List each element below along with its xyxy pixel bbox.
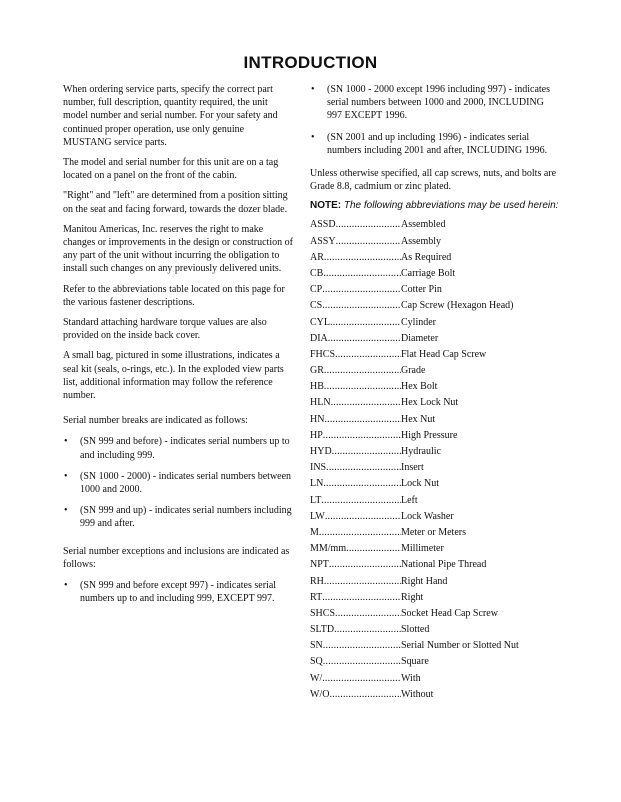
- abbreviation-row: [310, 623, 560, 639]
- abbreviation-key: [310, 413, 401, 426]
- dot-leader: [322, 591, 401, 604]
- abbreviation-code: M: [310, 526, 319, 538]
- abbreviation-row: [310, 283, 560, 299]
- dot-leader: [322, 299, 401, 312]
- abbreviation-description: Cylinder: [401, 316, 436, 328]
- abbreviation-code: INS: [310, 462, 327, 474]
- abbreviation-key: [310, 558, 401, 571]
- abbreviation-description: Hydraulic: [401, 446, 441, 458]
- dot-leader: [335, 348, 401, 361]
- abbreviation-description: Grade: [401, 365, 426, 377]
- abbreviation-code: HP: [310, 429, 323, 441]
- abbreviation-row: [310, 299, 560, 315]
- abbreviation-description: Serial Number or Slotted Nut: [401, 640, 519, 652]
- list-item: • (SN 999 and before) - indicates serial numbers up to and including 999.: [63, 435, 295, 461]
- abbreviation-key: [310, 218, 401, 231]
- abbreviation-description: Hex Lock Nut: [401, 397, 459, 409]
- abbreviation-description: Carriage Bolt: [401, 267, 456, 279]
- note-label: NOTE:: [310, 200, 342, 212]
- abbreviation-code: GR: [310, 365, 324, 377]
- abbreviations-table: [310, 218, 560, 704]
- abbreviation-description: Flat Head Cap Screw: [401, 348, 487, 360]
- abbreviation-key: [310, 607, 401, 620]
- abbreviation-key: [310, 235, 401, 248]
- dot-leader: [328, 332, 401, 345]
- dot-leader: [322, 283, 401, 296]
- abbreviation-code: W/O: [310, 688, 330, 700]
- abbreviation-description: Lock Washer: [401, 510, 454, 522]
- abbreviation-description: Insert: [401, 462, 424, 474]
- abbreviation-description: National Pipe Thread: [401, 559, 487, 571]
- abbreviation-row: [310, 251, 560, 267]
- exceptions-list-left: [63, 579, 295, 605]
- abbreviation-description: Hex Bolt: [401, 381, 438, 393]
- abbreviation-description: Diameter: [401, 332, 439, 344]
- abbreviation-row: [310, 235, 560, 251]
- note-text: The following abbreviations may be used herein:: [343, 200, 559, 212]
- abbreviation-key: [310, 461, 401, 474]
- abbreviation-row: [310, 575, 560, 591]
- abbreviation-code: LW: [310, 510, 325, 522]
- abbreviation-row: [310, 558, 560, 574]
- abbreviation-code: LT: [310, 494, 322, 506]
- abbreviation-description: Without: [401, 688, 434, 700]
- dot-leader: [336, 218, 401, 231]
- abbreviation-code: W/: [310, 672, 323, 684]
- dot-leader: [322, 672, 401, 685]
- dot-leader: [321, 494, 401, 507]
- abbreviation-description: Millimeter: [401, 543, 444, 555]
- rights-paragraph: Manitou Americas, Inc. reserves the right to make changes or improvements in the design or construction of any part of the unit without incurring the obligation to install such changes on any previously delivered units.: [63, 223, 293, 275]
- exceptions-intro: Serial number exceptions and inclusions are indicated as follows:: [63, 545, 290, 570]
- seal-kit-paragraph: A small bag, pictured in some illustrations, indicates a seal kit (seals, o-rings, etc.). In the exploded view parts list, additional information may follow the reference number.: [63, 350, 284, 402]
- abbreviation-row: [310, 267, 560, 283]
- serial-tag-paragraph: The model and serial number for this unit are on a tag located on a panel on the front of the cabin.: [63, 157, 279, 182]
- abbreviation-row: [310, 348, 560, 364]
- dot-leader: [346, 542, 401, 555]
- dot-leader: [329, 558, 401, 571]
- exceptions-list-right: [310, 83, 560, 157]
- dot-leader: [330, 316, 401, 329]
- dot-leader: [324, 364, 401, 377]
- abbreviation-key: [310, 380, 401, 393]
- abbreviation-key: [310, 477, 401, 490]
- abbreviation-row: [310, 413, 560, 429]
- abbreviation-description: Assembly: [401, 235, 441, 247]
- abbreviation-key: [310, 316, 401, 329]
- abbreviation-row: [310, 494, 560, 510]
- abbreviation-description: Hex Nut: [401, 413, 436, 425]
- dot-leader: [323, 639, 401, 652]
- abbreviation-description: Square: [401, 656, 429, 668]
- dot-leader: [332, 445, 401, 458]
- abbreviation-row: [310, 591, 560, 607]
- abbreviation-code: CS: [310, 300, 323, 312]
- abbreviation-code: RH: [310, 575, 324, 587]
- list-item: • (SN 1000 - 2000 except 1996 including 997) - indicates serial numbers between 1000 and 2000, INCLUDING 997 EXCEPT 1996.: [310, 83, 560, 123]
- abbreviation-key: [310, 526, 401, 539]
- abbreviation-code: CP: [310, 284, 323, 296]
- orientation-paragraph: "Right" and "left" are determined from a position sitting on the seat and facing forward, towards the dozer blade.: [63, 190, 288, 215]
- right-column: [310, 83, 560, 704]
- dot-leader: [335, 607, 401, 620]
- abbreviation-code: ASSY: [310, 235, 336, 247]
- dot-leader: [329, 688, 401, 701]
- abbreviation-key: [310, 542, 401, 555]
- abbreviation-row: [310, 607, 560, 623]
- dot-leader: [324, 413, 401, 426]
- abbreviation-code: AR: [310, 251, 324, 263]
- serial-breaks-intro: Serial number breaks are indicated as follows:: [63, 415, 248, 427]
- dot-leader: [323, 655, 401, 668]
- dot-leader: [319, 526, 401, 539]
- dot-leader: [323, 429, 401, 442]
- abbreviation-description: Cotter Pin: [401, 284, 442, 296]
- abbreviation-key: [310, 688, 401, 701]
- abbreviation-key: [310, 623, 401, 636]
- abbreviation-row: [310, 429, 560, 445]
- abbreviation-code: MM/mm: [310, 543, 347, 555]
- serial-breaks-list: [63, 435, 295, 530]
- abbreviation-key: [310, 494, 401, 507]
- abbreviation-row: [310, 316, 560, 332]
- abbreviation-description: Meter or Meters: [401, 526, 466, 538]
- dot-leader: [326, 461, 401, 474]
- abbreviation-row: [310, 672, 560, 688]
- dot-leader: [323, 477, 401, 490]
- abbreviation-description: Left: [401, 494, 418, 506]
- abbreviation-code: HN: [310, 413, 325, 425]
- abbreviation-key: [310, 639, 401, 652]
- abbreviation-row: [310, 332, 560, 348]
- left-column: [63, 83, 295, 614]
- list-item: • (SN 999 and up) - indicates serial numbers including 999 and after.: [63, 504, 295, 530]
- abbreviation-row: [310, 542, 560, 558]
- abbreviation-code: HB: [310, 381, 324, 393]
- abbreviation-code: RT: [310, 591, 323, 603]
- abbreviation-code: SLTD: [310, 624, 335, 636]
- abbreviations-note: [310, 199, 560, 212]
- dot-leader: [324, 575, 401, 588]
- abbreviation-key: [310, 591, 401, 604]
- abbreviation-code: DIA: [310, 332, 328, 344]
- abbreviation-key: [310, 299, 401, 312]
- abbreviation-row: [310, 218, 560, 234]
- abbreviation-code: ASSD: [310, 219, 336, 231]
- abbreviation-key: [310, 429, 401, 442]
- dot-leader: [324, 380, 401, 393]
- abbreviation-row: [310, 688, 560, 704]
- abbreviation-description: Lock Nut: [401, 478, 440, 490]
- cap-screw-paragraph: Unless otherwise specified, all cap screws, nuts, and bolts are Grade 8.8, cadmium or zinc plated.: [310, 168, 557, 193]
- abbreviation-row: [310, 364, 560, 380]
- abbreviation-key: [310, 332, 401, 345]
- abbreviation-key: [310, 251, 401, 264]
- abbreviation-key: [310, 575, 401, 588]
- dot-leader: [324, 251, 401, 264]
- abbreviation-row: [310, 461, 560, 477]
- abbreviation-key: [310, 267, 401, 280]
- abbreviation-code: HLN: [310, 397, 331, 409]
- abbreviation-key: [310, 396, 401, 409]
- dot-leader: [334, 623, 401, 636]
- abbreviation-description: Socket Head Cap Screw: [401, 607, 498, 619]
- abbreviation-description: Slotted: [401, 624, 430, 636]
- abbreviation-code: LN: [310, 478, 324, 490]
- abbreviation-code: SHCS: [310, 607, 336, 619]
- abbreviation-code: FHCS: [310, 348, 336, 360]
- abbreviation-key: [310, 672, 401, 685]
- abbreviations-reference-paragraph: Refer to the abbreviations table located on this page for the various fastener descriptions.: [63, 283, 285, 308]
- list-item: • (SN 1000 - 2000) - indicates serial numbers between 1000 and 2000.: [63, 470, 295, 496]
- abbreviation-description: Cap Screw (Hexagon Head): [401, 300, 514, 312]
- abbreviation-key: [310, 445, 401, 458]
- dot-leader: [323, 267, 401, 280]
- dot-leader: [325, 510, 401, 523]
- abbreviation-code: NPT: [310, 559, 329, 571]
- abbreviation-row: [310, 445, 560, 461]
- abbreviation-key: [310, 655, 401, 668]
- ordering-paragraph: When ordering service parts, specify the correct part number, full description, quantity required, the unit model number and serial number. For your safety and continued proper operation, use only genuine MUSTANG service parts.: [63, 84, 278, 148]
- abbreviation-description: As Required: [401, 251, 452, 263]
- abbreviation-row: [310, 655, 560, 671]
- abbreviation-description: Right: [401, 591, 424, 603]
- list-item: • (SN 2001 and up including 1996) - indicates serial numbers including 2001 and after, INCLUDING 1996.: [310, 131, 560, 157]
- abbreviation-key: [310, 364, 401, 377]
- abbreviation-row: [310, 477, 560, 493]
- page-title: INTRODUCTION: [243, 53, 378, 72]
- torque-paragraph: Standard attaching hardware torque values are also provided on the inside back cover.: [63, 317, 267, 342]
- abbreviation-key: [310, 348, 401, 361]
- abbreviation-row: [310, 510, 560, 526]
- abbreviation-key: [310, 283, 401, 296]
- abbreviation-row: [310, 639, 560, 655]
- abbreviation-description: Right Hand: [401, 575, 448, 587]
- abbreviation-code: CYL: [310, 316, 330, 328]
- abbreviation-code: SN: [310, 640, 323, 652]
- abbreviation-description: High Pressure: [401, 429, 458, 441]
- abbreviation-row: [310, 526, 560, 542]
- abbreviation-row: [310, 380, 560, 396]
- abbreviation-row: [310, 396, 560, 412]
- list-item: • (SN 999 and before except 997) - indicates serial numbers up to and including 999, EXCEPT 997.: [63, 579, 295, 605]
- dot-leader: [336, 235, 401, 248]
- dot-leader: [331, 396, 401, 409]
- abbreviation-code: HYD: [310, 446, 332, 458]
- abbreviation-code: SQ: [310, 656, 323, 668]
- abbreviation-code: CB: [310, 267, 324, 279]
- abbreviation-description: Assembled: [401, 219, 446, 231]
- abbreviation-description: With: [401, 672, 421, 684]
- abbreviation-key: [310, 510, 401, 523]
